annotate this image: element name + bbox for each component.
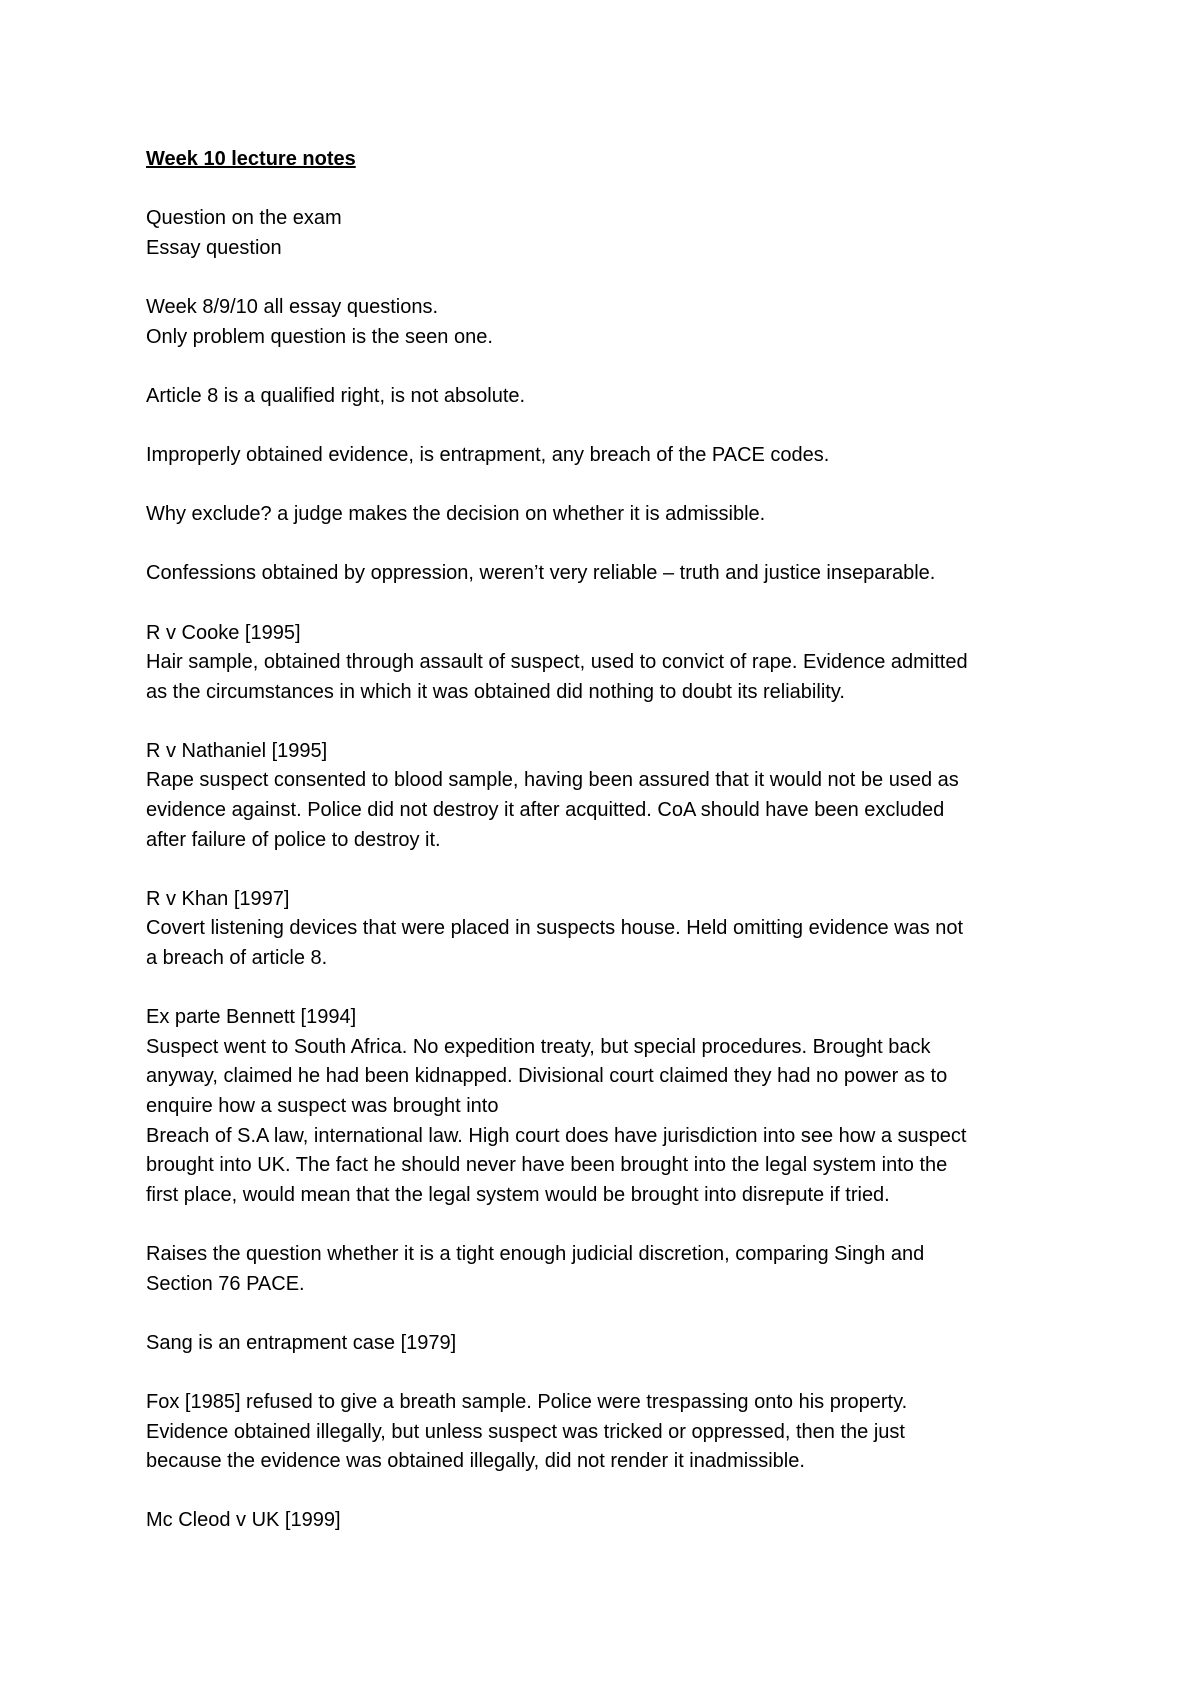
paragraph xyxy=(146,441,1076,471)
text-line: brought into UK. The fact he should never have been brought into the legal system into the xyxy=(146,1154,948,1177)
text-line: as the circumstances in which it was obtained did nothing to doubt its reliability. xyxy=(146,680,845,703)
text-line: Sang is an entrapment case [1979] xyxy=(146,1331,457,1354)
text-line: Breach of S.A law, international law. High court does have jurisdiction into see how a suspect xyxy=(146,1124,967,1147)
text-line: Ex parte Bennett [1994] xyxy=(146,1006,357,1029)
paragraph xyxy=(146,1003,1076,1210)
text-line: a breach of article 8. xyxy=(146,947,328,970)
text-line: Confessions obtained by oppression, weren’t very reliable – truth and justice inseparable. xyxy=(146,562,936,585)
document-body xyxy=(146,145,1076,1566)
text-line: Essay question xyxy=(146,236,282,259)
paragraph xyxy=(146,737,1076,855)
text-line: evidence against. Police did not destroy it after acquitted. CoA should have been excluded xyxy=(146,799,945,822)
text-line: R v Cooke [1995] xyxy=(146,621,301,644)
text-line: Raises the question whether it is a tight enough judicial discretion, comparing Singh and xyxy=(146,1242,925,1265)
text-line: Why exclude? a judge makes the decision on whether it is admissible. xyxy=(146,503,766,526)
document-title: Week 10 lecture notes xyxy=(146,148,356,170)
text-line: Fox [1985] refused to give a breath sample. Police were trespassing onto his property. xyxy=(146,1390,908,1413)
text-line: R v Khan [1997] xyxy=(146,887,290,910)
text-line: Evidence obtained illegally, but unless suspect was tricked or oppressed, then the just xyxy=(146,1420,905,1443)
paragraph xyxy=(146,885,1076,974)
text-line: Hair sample, obtained through assault of suspect, used to convict of rape. Evidence admitted xyxy=(146,651,968,674)
paragraph xyxy=(146,1329,1076,1359)
text-line: anyway, claimed he had been kidnapped. Divisional court claimed they had no power as to xyxy=(146,1065,948,1088)
text-line: Week 8/9/10 all essay questions. xyxy=(146,295,439,318)
text-line: Only problem question is the seen one. xyxy=(146,325,493,348)
text-line: because the evidence was obtained illegally, did not render it inadmissible. xyxy=(146,1450,805,1473)
paragraph xyxy=(146,1506,1076,1536)
text-line: Suspect went to South Africa. No expedition treaty, but special procedures. Brought back xyxy=(146,1035,931,1058)
text-line: after failure of police to destroy it. xyxy=(146,828,441,851)
text-line: first place, would mean that the legal system would be brought into disrepute if tried. xyxy=(146,1183,890,1206)
text-line: Rape suspect consented to blood sample, having been assured that it would not be used as xyxy=(146,769,959,792)
text-line: Mc Cleod v UK [1999] xyxy=(146,1509,341,1532)
text-line: Question on the exam xyxy=(146,207,342,230)
text-line: Article 8 is a qualified right, is not absolute. xyxy=(146,384,526,407)
paragraph xyxy=(146,500,1076,530)
paragraph xyxy=(146,1388,1076,1477)
paragraph xyxy=(146,559,1076,589)
text-line: R v Nathaniel [1995] xyxy=(146,739,328,762)
text-line: Covert listening devices that were placed in suspects house. Held omitting evidence was not xyxy=(146,917,964,940)
text-line: enquire how a suspect was brought into xyxy=(146,1095,499,1117)
paragraph xyxy=(146,619,1076,708)
paragraph xyxy=(146,293,1076,352)
paragraph xyxy=(146,1240,1076,1299)
text-line: Improperly obtained evidence, is entrapment, any breach of the PACE codes. xyxy=(146,443,830,466)
paragraph xyxy=(146,382,1076,412)
text-line: Section 76 PACE. xyxy=(146,1272,305,1295)
paragraph xyxy=(146,204,1076,263)
